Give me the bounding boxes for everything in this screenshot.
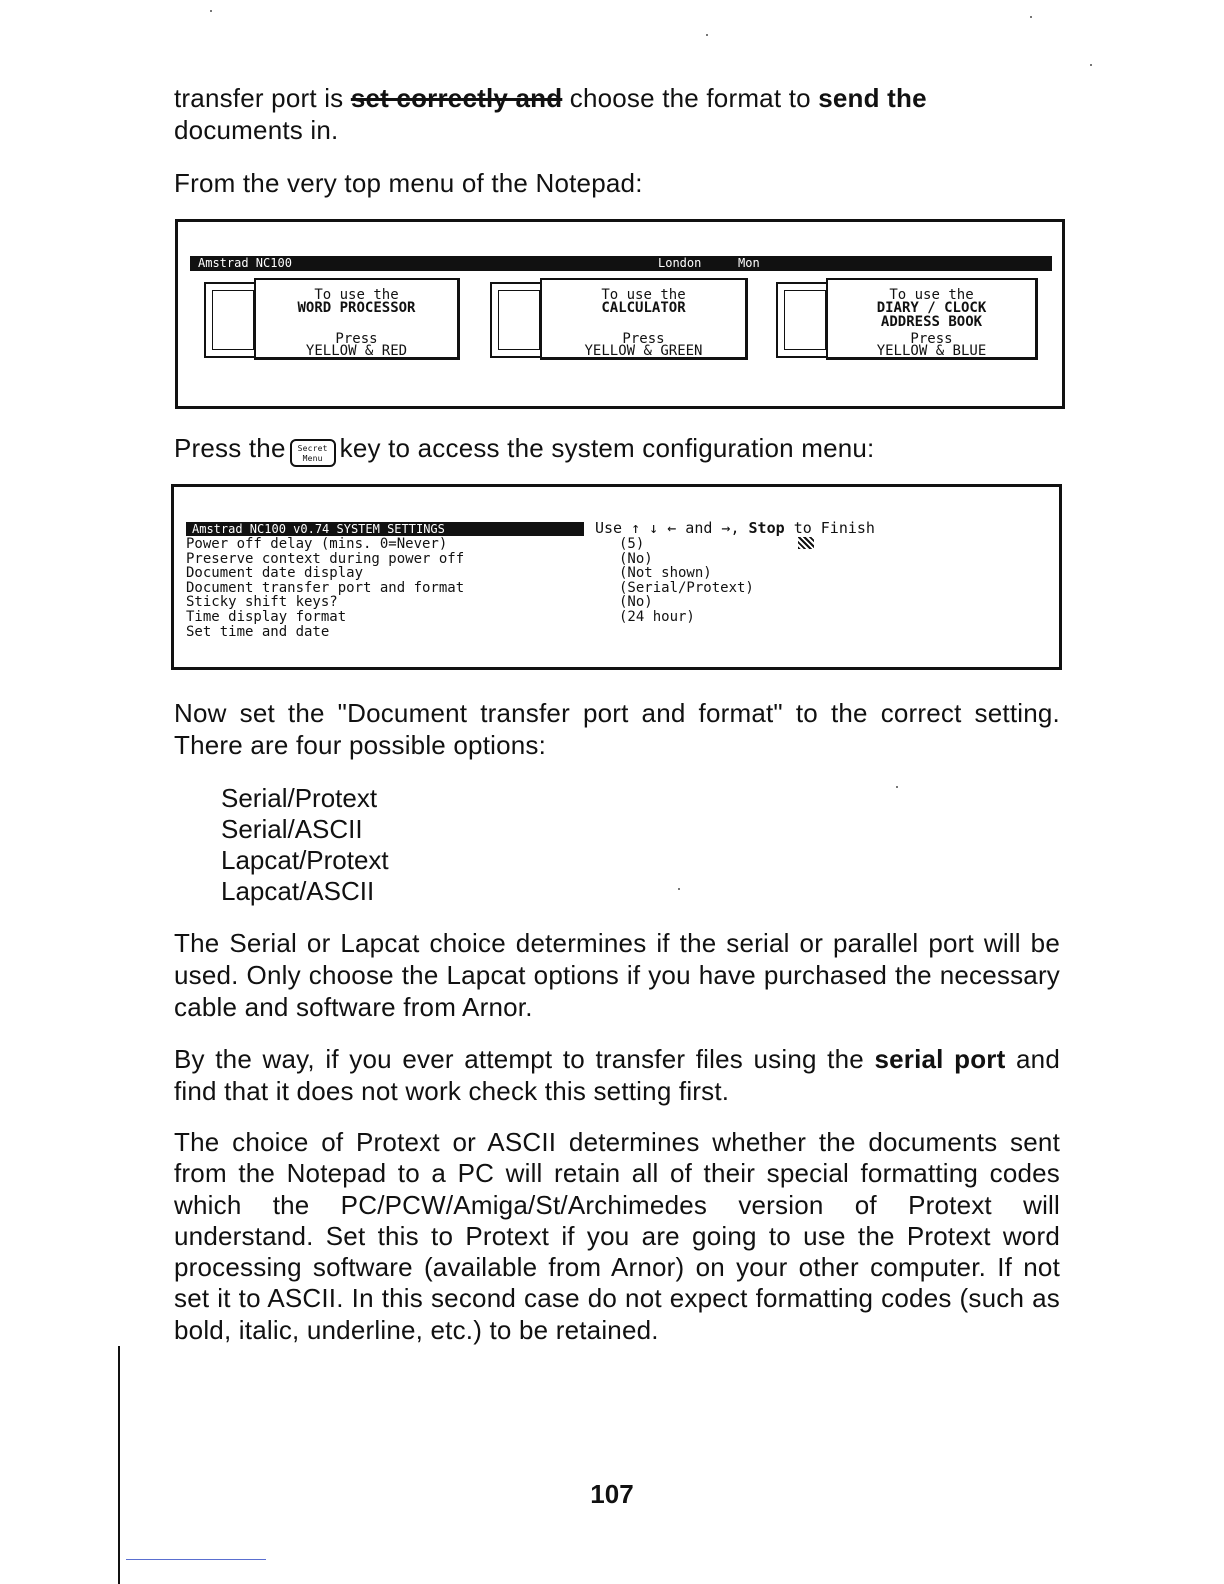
hint-keys: Use ↑ ↓ ← and →,: [595, 519, 740, 537]
tile-app-name: CALCULATOR: [601, 300, 686, 316]
tile-app-name: DIARY / CLOCK: [876, 300, 987, 316]
tile-press: Press: [335, 331, 378, 347]
press-key-after: key to access the system configuration menu:: [339, 433, 875, 463]
tile-press: Press: [622, 331, 665, 347]
byway-bold: serial port: [874, 1044, 1006, 1074]
intro-text-bold: send the: [818, 83, 927, 113]
system-settings-hint: [595, 519, 875, 537]
setting-value: (Not shown): [619, 565, 712, 582]
tile-line-1: To use the: [889, 287, 974, 303]
scan-speck: [210, 10, 212, 12]
setting-value: (No): [619, 550, 653, 567]
margin-line: [118, 1346, 120, 1584]
tile-press: Press: [910, 331, 953, 347]
notepad-menu-screenshot: [175, 219, 1065, 409]
tile-keys: YELLOW & GREEN: [584, 343, 703, 359]
intro-text: transfer port is: [174, 83, 344, 113]
setting-value: (24 hour): [619, 608, 695, 625]
tile-keys: YELLOW & RED: [305, 343, 408, 359]
topbar-city: London: [658, 256, 702, 270]
setting-label: Document transfer port and format: [186, 579, 465, 596]
tile-app-name-2: ADDRESS BOOK: [880, 314, 983, 330]
key-line-2: Menu: [302, 454, 323, 463]
setting-label: Set time and date: [186, 623, 330, 640]
press-key-line: [174, 432, 1060, 467]
tile-calculator: [490, 278, 748, 368]
system-settings-screenshot: [171, 484, 1062, 670]
option-item: Lapcat/Protext: [221, 845, 389, 875]
option-item: Serial/Protext: [221, 783, 378, 813]
setting-label: Sticky shift keys?: [186, 594, 338, 611]
protext-ascii-paragraph: The choice of Protext or ASCII determines whether the documents sent from the Notepad to a PC will retain all of their special formatting codes which the PC/PCW/Amiga/St/Archimedes version of Protext will understand. Set this to Protext if you are going to use the Protext word processing software (available from Arnor) on your other computer. If not set it to ASCII. In this second case do not expect formatting codes (such as bold, italic, underline, etc.) to be retained.: [174, 1127, 1060, 1345]
intro-text-mid: choose the format to: [569, 83, 811, 113]
hint-finish: to Finish: [793, 519, 875, 537]
page-number: 107: [590, 1479, 634, 1509]
setting-value: (Serial/Protext): [619, 579, 754, 596]
tile-line-1: To use the: [601, 287, 686, 303]
setting-label: Document date display: [186, 565, 364, 582]
scan-speck: [1030, 16, 1032, 18]
byway-text-end: and find that it does not work check this setting first.: [174, 1044, 1060, 1106]
byway-text: By the way, if you ever attempt to transfer files using the: [174, 1044, 864, 1074]
cursor-block: [798, 537, 814, 549]
setting-label: Preserve context during power off: [186, 550, 465, 567]
scan-speck: [896, 786, 898, 788]
topbar-day: Mon: [738, 256, 760, 270]
intro-line-1: [174, 82, 1060, 114]
tile-panel: [826, 278, 1038, 360]
struck-text: set correctly and: [350, 83, 563, 113]
scan-speck: [706, 34, 708, 36]
secret-menu-key-icon: [290, 439, 336, 467]
setting-label: Power off delay (mins. 0=Never): [186, 536, 448, 552]
option-item: Lapcat/ASCII: [221, 876, 375, 906]
tile-word-processor: [204, 278, 460, 368]
press-key-before: Press the: [174, 433, 286, 463]
settings-values: [619, 537, 754, 625]
tile-line-1: To use the: [314, 287, 399, 303]
serial-lapcat-paragraph: The Serial or Lapcat choice determines if the serial or parallel port will be used. Only choose the Lapcat options if you have purchased the necessary cable and software from Arnor.: [174, 928, 1060, 1022]
notepad-top-bar: [190, 256, 1052, 271]
intro-line-2: documents in.: [174, 115, 339, 145]
setting-value: (No): [619, 594, 653, 611]
scan-speck: [678, 888, 680, 890]
topbar-model: Amstrad NC100: [198, 256, 292, 270]
tile-keys: YELLOW & BLUE: [876, 343, 987, 359]
settings-labels: [186, 537, 464, 639]
setting-value: (5): [619, 536, 645, 552]
system-settings-title: Amstrad NC100 v0.74 SYSTEM SETTINGS: [186, 522, 584, 536]
tile-panel: [540, 278, 748, 360]
tile-diary: [776, 278, 1038, 368]
margin-footnote-line: [126, 1559, 266, 1560]
option-item: Serial/ASCII: [221, 814, 363, 844]
tile-app-name: WORD PROCESSOR: [297, 300, 416, 316]
by-the-way-paragraph: [174, 1043, 1060, 1107]
hint-stop: Stop: [748, 519, 785, 537]
now-set-paragraph: Now set the "Document transfer port and format" to the correct setting. There are four possible options:: [174, 698, 1060, 760]
from-top-text: From the very top menu of the Notepad:: [174, 168, 643, 198]
key-line-1: Secret: [297, 444, 328, 453]
scan-speck: [1090, 64, 1092, 66]
setting-label: Time display format: [186, 608, 347, 625]
tile-panel: [254, 278, 460, 360]
